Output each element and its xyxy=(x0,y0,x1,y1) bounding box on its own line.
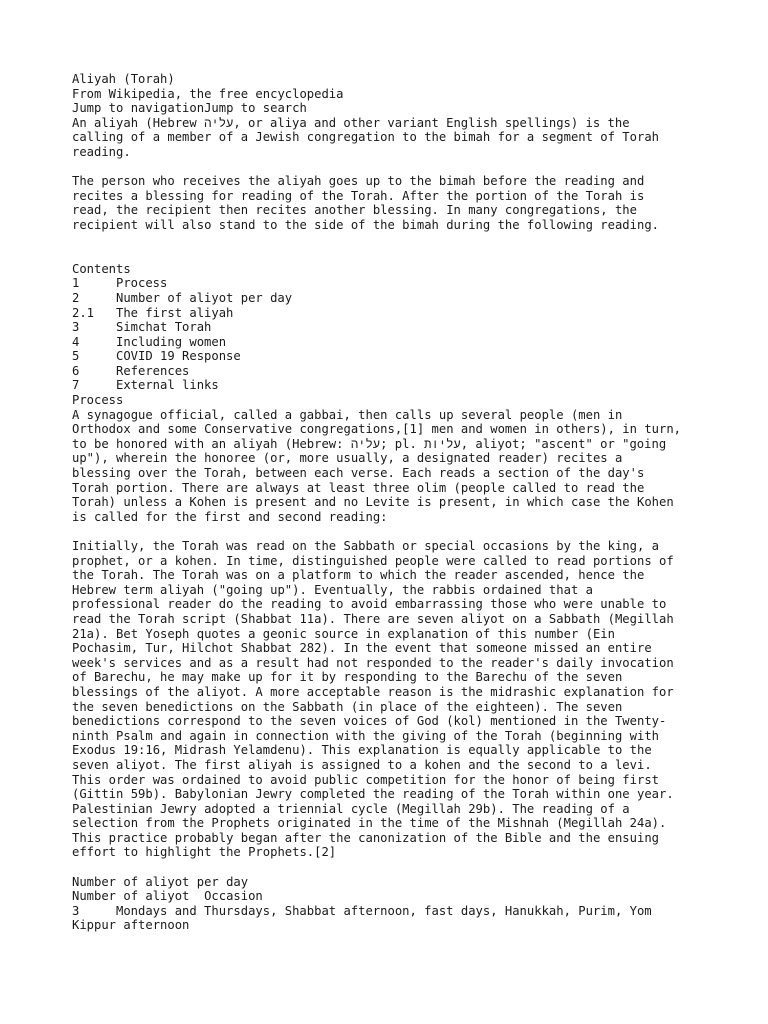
table-of-contents xyxy=(72,262,712,393)
process-paragraph-1 xyxy=(72,408,712,525)
jump-links[interactable]: Jump to navigationJump to search xyxy=(72,101,307,116)
text-line: Torah portion. There are always at least three olim (people called to read the xyxy=(72,480,645,495)
process-paragraph-2 xyxy=(72,539,712,860)
text-line: effort to highlight the Prophets.[2] xyxy=(72,845,337,860)
text-line: ninth Psalm and again in connection with the giving of the Torah (beginning with xyxy=(72,728,659,743)
text-line: 21a). Bet Yoseph quotes a geonic source in explanation of this number (Ein xyxy=(72,626,615,641)
toc-label: Simchat Torah xyxy=(116,320,212,335)
toc-label: Process xyxy=(116,276,168,291)
text-line: Palestinian Jewry adopted a triennial cycle (Megillah 29b). The reading of a xyxy=(72,801,630,816)
text-line: up"), wherein the honoree (or, more usually, a designated reader) recites a xyxy=(72,451,623,466)
text-line: blessing over the Torah, between each verse. Each reads a section of the day's xyxy=(72,466,645,481)
section-heading-process: Process xyxy=(72,393,124,408)
table-cell-occasion: Mondays and Thursdays, Shabbat afternoon, fast days, Hanukkah, Purim, Yom xyxy=(116,903,652,918)
text-line: This order was ordained to avoid public competition for the honor of being first xyxy=(72,772,659,787)
text-line: of Barechu, he may make up for it by responding to the Barechu of the seven xyxy=(72,670,623,685)
text-line: the seven benedictions on the Sabbath (in place of the eighteen). The seven xyxy=(72,699,623,714)
toc-item[interactable] xyxy=(72,335,712,350)
text-line: This practice probably began after the canonization of the Bible and the ensuing xyxy=(72,830,659,845)
text-line: A synagogue official, called a gabbai, then calls up several people (men in xyxy=(72,407,623,422)
text-line: Hebrew term aliyah ("going up"). Eventually, the rabbis ordained that a xyxy=(72,582,593,597)
article-subtitle: From Wikipedia, the free encyclopedia xyxy=(72,86,344,101)
toc-item[interactable] xyxy=(72,320,712,335)
toc-item[interactable] xyxy=(72,291,712,306)
toc-item[interactable] xyxy=(72,378,712,393)
toc-label: Number of aliyot per day xyxy=(116,290,293,305)
text-line: professional reader do the reading to avoid embarrassing those who were unable to xyxy=(72,597,667,612)
text-line: Pochasim, Tur, Hilchot Shabbat 282). In the event that someone missed an entire xyxy=(72,641,652,656)
contents-title: Contents xyxy=(72,261,131,276)
text-line: blessings of the aliyot. A more acceptable reason is the midrashic explanation for xyxy=(72,684,674,699)
text-line: read the Torah script (Shabbat 11a). There are seven aliyot on a Sabbath (Megillah xyxy=(72,611,674,626)
toc-label: Including women xyxy=(116,334,227,349)
section-heading-aliyot: Number of aliyot per day xyxy=(72,874,249,889)
text-line: to be honored with an aliyah (Hebrew: עליה; pl. עליות, aliyot; "ascent" or "going xyxy=(72,436,667,451)
toc-item[interactable] xyxy=(72,349,712,364)
toc-number: 6 xyxy=(72,363,80,378)
table-header: Number of aliyot Occasion xyxy=(72,889,263,904)
text-line: Torah) unless a Kohen is present and no Levite is present, in which case the Kohen xyxy=(72,495,674,510)
toc-item[interactable] xyxy=(72,276,712,291)
toc-item[interactable] xyxy=(72,364,712,379)
document-page xyxy=(72,72,712,933)
table-row xyxy=(72,904,712,919)
text-line: recipient will also stand to the side of the bimah during the following reading. xyxy=(72,217,659,232)
text-line: seven aliyot. The first aliyah is assigned to a kohen and the second to a levi. xyxy=(72,757,652,772)
intro-paragraph xyxy=(72,116,712,160)
text-line: selection from the Prophets originated in the time of the Mishnah (Megillah 24a). xyxy=(72,816,667,831)
text-line: Exodus 19:16, Midrash Yelamdenu). This explanation is equally applicable to the xyxy=(72,743,652,758)
toc-number: 7 xyxy=(72,378,80,393)
toc-number: 2 xyxy=(72,290,80,305)
table-row-continuation: Kippur afternoon xyxy=(72,918,190,933)
toc-number: 5 xyxy=(72,349,80,364)
text-line: (Gittin 59b). Babylonian Jewry completed the reading of the Torah within one year. xyxy=(72,787,674,802)
toc-number: 1 xyxy=(72,276,80,291)
text-line: recites a blessing for reading of the Torah. After the portion of the Torah is xyxy=(72,188,645,203)
text-line: Initially, the Torah was read on the Sabbath or special occasions by the king, a xyxy=(72,539,659,553)
text-line: The person who receives the aliyah goes up to the bimah before the reading and xyxy=(72,174,645,189)
toc-label: The first aliyah xyxy=(116,305,234,320)
toc-number: 4 xyxy=(72,334,80,349)
toc-label: COVID 19 Response xyxy=(116,349,241,364)
text-line: An aliyah (Hebrew עליה, or aliya and other variant English spellings) is the xyxy=(72,115,630,130)
text-line: calling of a member of a Jewish congregation to the bimah for a segment of Torah xyxy=(72,130,659,145)
text-line: prophet, or a kohen. In time, distinguished people were called to read portions of xyxy=(72,553,674,568)
text-line: is called for the first and second reading: xyxy=(72,509,388,524)
toc-item[interactable] xyxy=(72,306,712,321)
text-line: Orthodox and some Conservative congregations,[1] men and women in others), in turn, xyxy=(72,422,682,437)
table-cell-number: 3 xyxy=(72,903,80,918)
toc-label: References xyxy=(116,363,190,378)
text-line: week's services and as a result had not responded to the reader's daily invocation xyxy=(72,655,674,670)
toc-number: 3 xyxy=(72,320,80,335)
text-line: benedictions correspond to the seven voices of God (kol) mentioned in the Twenty- xyxy=(72,714,667,729)
text-line: read, the recipient then recites another blessing. In many congregations, the xyxy=(72,203,637,218)
text-line: the Torah. The Torah was on a platform to which the reader ascended, hence the xyxy=(72,568,645,583)
intro-paragraph-2 xyxy=(72,174,712,232)
toc-label: External links xyxy=(116,378,219,393)
article-title: Aliyah (Torah) xyxy=(72,72,175,86)
toc-number: 2.1 xyxy=(72,305,95,320)
text-line: reading. xyxy=(72,144,131,159)
